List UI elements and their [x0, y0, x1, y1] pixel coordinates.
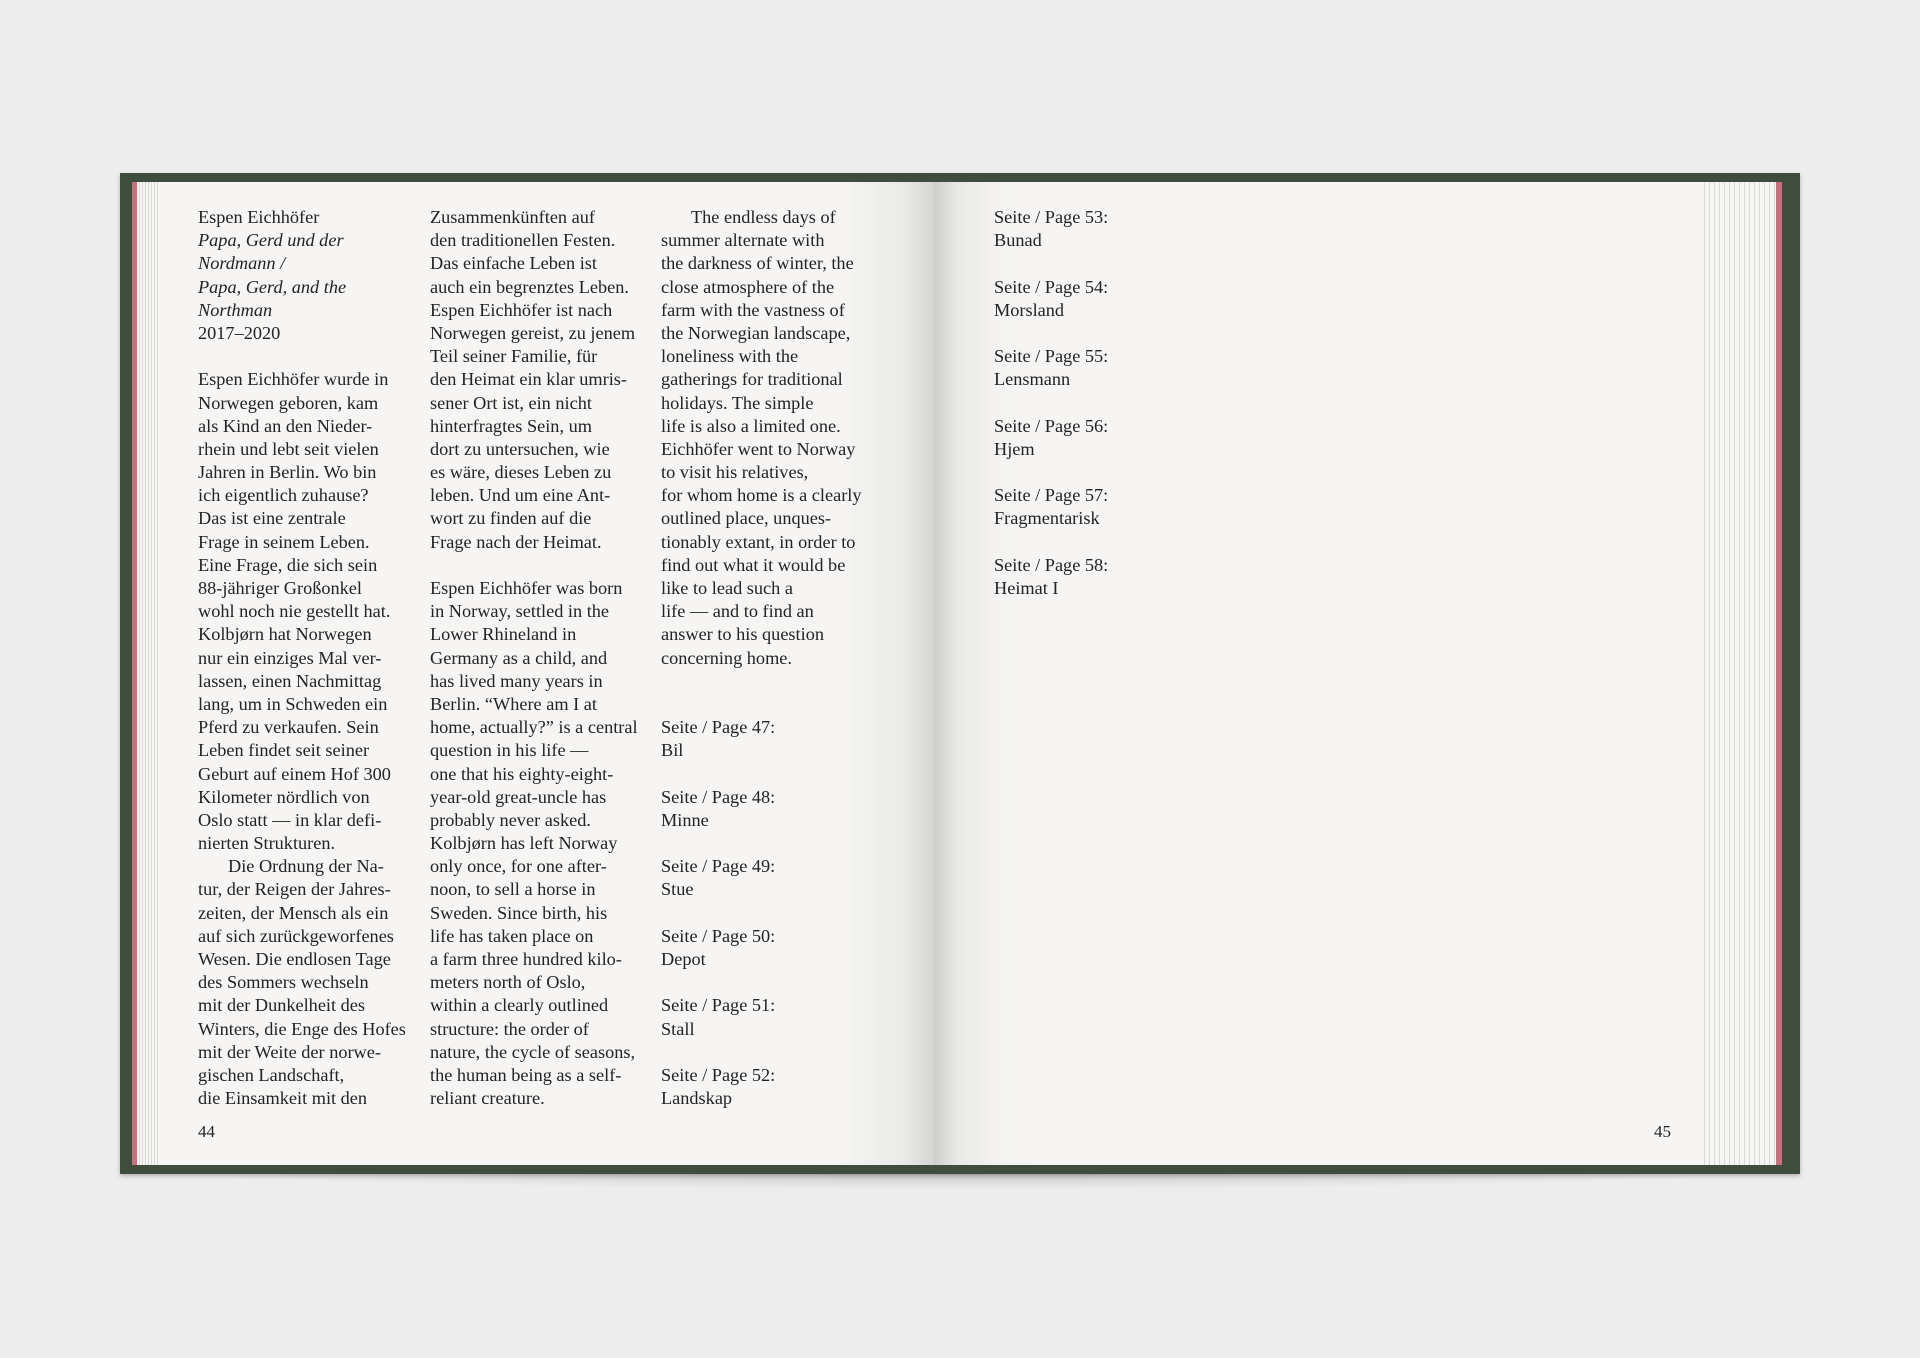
- text-line: als Kind an den Nieder-: [198, 415, 373, 436]
- text-line: question in his life —: [430, 740, 589, 761]
- text-line: like to lead such a: [661, 578, 793, 598]
- text-line: sener Ort ist, ein nicht: [430, 392, 592, 413]
- text-line: farm with the vastness of: [661, 299, 845, 320]
- text-line: Berlin. “Where am I at: [430, 693, 597, 714]
- text-line: Sweden. Since birth, his: [430, 902, 608, 923]
- text-line: mit der Weite der norwe-: [198, 1041, 381, 1062]
- text-line: Espen Eichhöfer wurde in: [198, 369, 389, 390]
- text-line: Pferd zu verkaufen. Sein: [198, 717, 379, 738]
- text-line: Geburt auf einem Hof 300: [198, 763, 391, 784]
- text-line: Norwegen geboren, kam: [198, 392, 379, 413]
- text-line: to visit his relatives,: [661, 462, 809, 483]
- text-line: the darkness of winter, the: [661, 253, 854, 274]
- plate-page-ref: Seite / Page 50:: [661, 925, 776, 946]
- plate-page-ref: Seite / Page 52:: [661, 1064, 776, 1085]
- text-line: lassen, einen Nachmittag: [198, 670, 382, 691]
- text-line: gischen Landschaft,: [198, 1064, 345, 1085]
- plate-entry: [661, 855, 862, 901]
- left-page: [160, 182, 934, 1165]
- text-line: life is also a limited one.: [661, 415, 841, 436]
- work-title-line: Northman: [198, 299, 273, 320]
- text-line: gatherings for traditional: [661, 369, 843, 390]
- text-line: home, actually?” is a central: [430, 717, 638, 738]
- plate-entry: [994, 554, 1108, 600]
- text-line: auf sich zurückgeworfenes: [198, 925, 394, 946]
- plate-entry: [661, 1064, 862, 1110]
- plate-entry: [661, 786, 862, 832]
- work-title-line: Papa, Gerd, and the: [198, 276, 347, 297]
- plate-title: Stue: [661, 879, 694, 900]
- text-line: des Sommers wechseln: [198, 972, 369, 993]
- plate-entry: [661, 994, 862, 1040]
- text-line: life has taken place on: [430, 925, 594, 946]
- work-title-line: Nordmann /: [198, 253, 286, 274]
- text-line: Das ist eine zentrale: [198, 508, 346, 529]
- plate-page-ref: Seite / Page 47:: [661, 717, 776, 738]
- left-page-edges: [132, 182, 161, 1165]
- text-line: dort zu untersuchen, wie: [430, 438, 610, 459]
- text-line: life — and to find an: [661, 601, 814, 622]
- plate-title: Lensmann: [994, 369, 1071, 390]
- text-line: answer to his question: [661, 624, 824, 645]
- plate-page-ref: Seite / Page 51:: [661, 995, 776, 1016]
- text-line: Espen Eichhöfer was born: [430, 578, 623, 598]
- plate-list-left: [661, 716, 862, 1110]
- plate-title: Depot: [661, 949, 706, 969]
- text-line: nur ein einziges Mal ver-: [198, 647, 382, 668]
- text-line: mit der Dunkelheit des: [198, 995, 366, 1016]
- plate-entry: [661, 716, 862, 762]
- text-line: 88-jähriger Großonkel: [198, 578, 362, 598]
- text-line: Oslo statt — in klar defi-: [198, 809, 382, 830]
- text-line: leben. Und um eine Ant-: [430, 485, 611, 506]
- text-line: auch ein begrenztes Leben.: [430, 276, 629, 297]
- page-number-left: 44: [198, 1122, 215, 1141]
- text-line: Norwegen gereist, zu jenem: [430, 322, 636, 343]
- text-line: in Norway, settled in the: [430, 601, 610, 622]
- plate-title: Fragmentarisk: [994, 508, 1100, 529]
- text-line: Wesen. Die endlosen Tage: [198, 949, 391, 969]
- text-line: tur, der Reigen der Jahres-: [198, 879, 391, 900]
- text-line: close atmosphere of the: [661, 276, 835, 297]
- plate-title: Hjem: [994, 438, 1035, 459]
- text-line: year-old great-uncle has: [430, 786, 607, 807]
- text-line: Die Ordnung der Na-: [228, 856, 384, 877]
- column-2: [430, 206, 638, 1110]
- text-line: nierten Strukturen.: [198, 833, 336, 854]
- plate-title: Minne: [661, 809, 709, 830]
- work-title-line: Papa, Gerd und der: [198, 230, 344, 251]
- page-number-right: 45: [1654, 1122, 1671, 1141]
- right-page: [934, 182, 1700, 1165]
- plate-title: Heimat I: [994, 578, 1059, 598]
- text-line: Germany as a child, and: [430, 647, 608, 668]
- right-column: [994, 206, 1108, 623]
- plate-entry: [994, 345, 1108, 391]
- text-line: Teil seiner Familie, für: [430, 346, 598, 367]
- plate-entry: [994, 484, 1108, 530]
- text-line: has lived many years in: [430, 670, 603, 691]
- plate-page-ref: Seite / Page 49:: [661, 856, 776, 877]
- text-line: lang, um in Schweden ein: [198, 693, 388, 714]
- plate-page-ref: Seite / Page 53:: [994, 207, 1109, 227]
- text-line: one that his eighty-eight-: [430, 763, 614, 784]
- plate-list-right: [994, 206, 1108, 600]
- text-line: reliant creature.: [430, 1088, 545, 1109]
- plate-title: Bil: [661, 740, 684, 761]
- plate-page-ref: Seite / Page 55:: [994, 346, 1109, 367]
- plate-title: Bunad: [994, 230, 1042, 251]
- english-text-part-2: [661, 206, 862, 670]
- plate-entry: [994, 276, 1108, 322]
- text-line: Kolbjørn has left Norway: [430, 833, 618, 854]
- text-line: Kilometer nördlich von: [198, 786, 370, 807]
- text-line: find out what it would be: [661, 554, 846, 575]
- plate-title: Morsland: [994, 299, 1065, 320]
- text-line: for whom home is a clearly: [661, 485, 862, 506]
- text-line: probably never asked.: [430, 809, 591, 830]
- text-line: Lower Rhineland in: [430, 624, 577, 645]
- text-line: ich eigentlich zuhause?: [198, 485, 369, 506]
- text-line: noon, to sell a horse in: [430, 879, 596, 900]
- text-line: Espen Eichhöfer ist nach: [430, 299, 613, 320]
- plate-entry: [661, 925, 862, 971]
- column-3: [661, 206, 862, 1134]
- german-text-part-3: [430, 206, 638, 554]
- text-line: Jahren in Berlin. Wo bin: [198, 462, 377, 483]
- text-line: Kolbjørn hat Norwegen: [198, 624, 372, 645]
- plate-entry: [994, 415, 1108, 461]
- german-text-part-1: [198, 368, 406, 855]
- text-line: rhein und lebt seit vielen: [198, 438, 379, 459]
- plate-page-ref: Seite / Page 58:: [994, 554, 1109, 575]
- text-line: wort zu finden auf die: [430, 508, 592, 529]
- text-line: es wäre, dieses Leben zu: [430, 462, 612, 483]
- english-text-part-1: [430, 577, 638, 1110]
- plate-title: Landskap: [661, 1088, 733, 1109]
- text-line: Winters, die Enge des Hofes: [198, 1018, 406, 1039]
- text-line: tionably extant, in order to: [661, 531, 856, 552]
- text-line: meters north of Oslo,: [430, 972, 586, 993]
- text-line: concerning home.: [661, 647, 792, 668]
- plate-title: Stall: [661, 1018, 695, 1039]
- text-line: Frage nach der Heimat.: [430, 531, 602, 552]
- text-line: die Einsamkeit mit den: [198, 1088, 368, 1109]
- plate-page-ref: Seite / Page 56:: [994, 415, 1109, 436]
- text-line: hinterfragtes Sein, um: [430, 415, 592, 436]
- column-1: [198, 206, 406, 1110]
- text-line: zeiten, der Mensch als ein: [198, 902, 389, 923]
- text-line: within a clearly outlined: [430, 995, 609, 1016]
- text-line: Das einfache Leben ist: [430, 253, 597, 274]
- text-line: loneliness with the: [661, 346, 799, 367]
- plate-page-ref: Seite / Page 48:: [661, 786, 776, 807]
- text-line: the human being as a self-: [430, 1064, 622, 1085]
- german-text-part-2: [198, 855, 406, 1110]
- author-name: Espen Eichhöfer: [198, 207, 320, 227]
- work-years: 2017–2020: [198, 322, 281, 343]
- text-line: structure: the order of: [430, 1018, 589, 1039]
- text-line: Eine Frage, die sich sein: [198, 554, 378, 575]
- text-line: outlined place, unques-: [661, 508, 832, 529]
- text-line: den traditionellen Festen.: [430, 230, 616, 251]
- plate-page-ref: Seite / Page 54:: [994, 276, 1109, 297]
- text-line: Leben findet seit seiner: [198, 740, 370, 761]
- text-line: Eichhöfer went to Norway: [661, 438, 856, 459]
- text-line: the Norwegian landscape,: [661, 322, 851, 343]
- right-page-edges: [1700, 182, 1782, 1165]
- text-line: den Heimat ein klar umris-: [430, 369, 627, 390]
- text-line: summer alternate with: [661, 230, 825, 251]
- text-line: only once, for one after-: [430, 856, 607, 877]
- text-line: holidays. The simple: [661, 392, 814, 413]
- text-line: a farm three hundred kilo-: [430, 949, 622, 969]
- text-line: Zusammenkünften auf: [430, 207, 595, 227]
- text-line: nature, the cycle of seasons,: [430, 1041, 636, 1062]
- plate-page-ref: Seite / Page 57:: [994, 485, 1109, 506]
- text-line: Frage in seinem Leben.: [198, 531, 370, 552]
- plate-entry: [994, 206, 1108, 252]
- text-line: wohl noch nie gestellt hat.: [198, 601, 391, 622]
- text-line: The endless days of: [691, 207, 836, 227]
